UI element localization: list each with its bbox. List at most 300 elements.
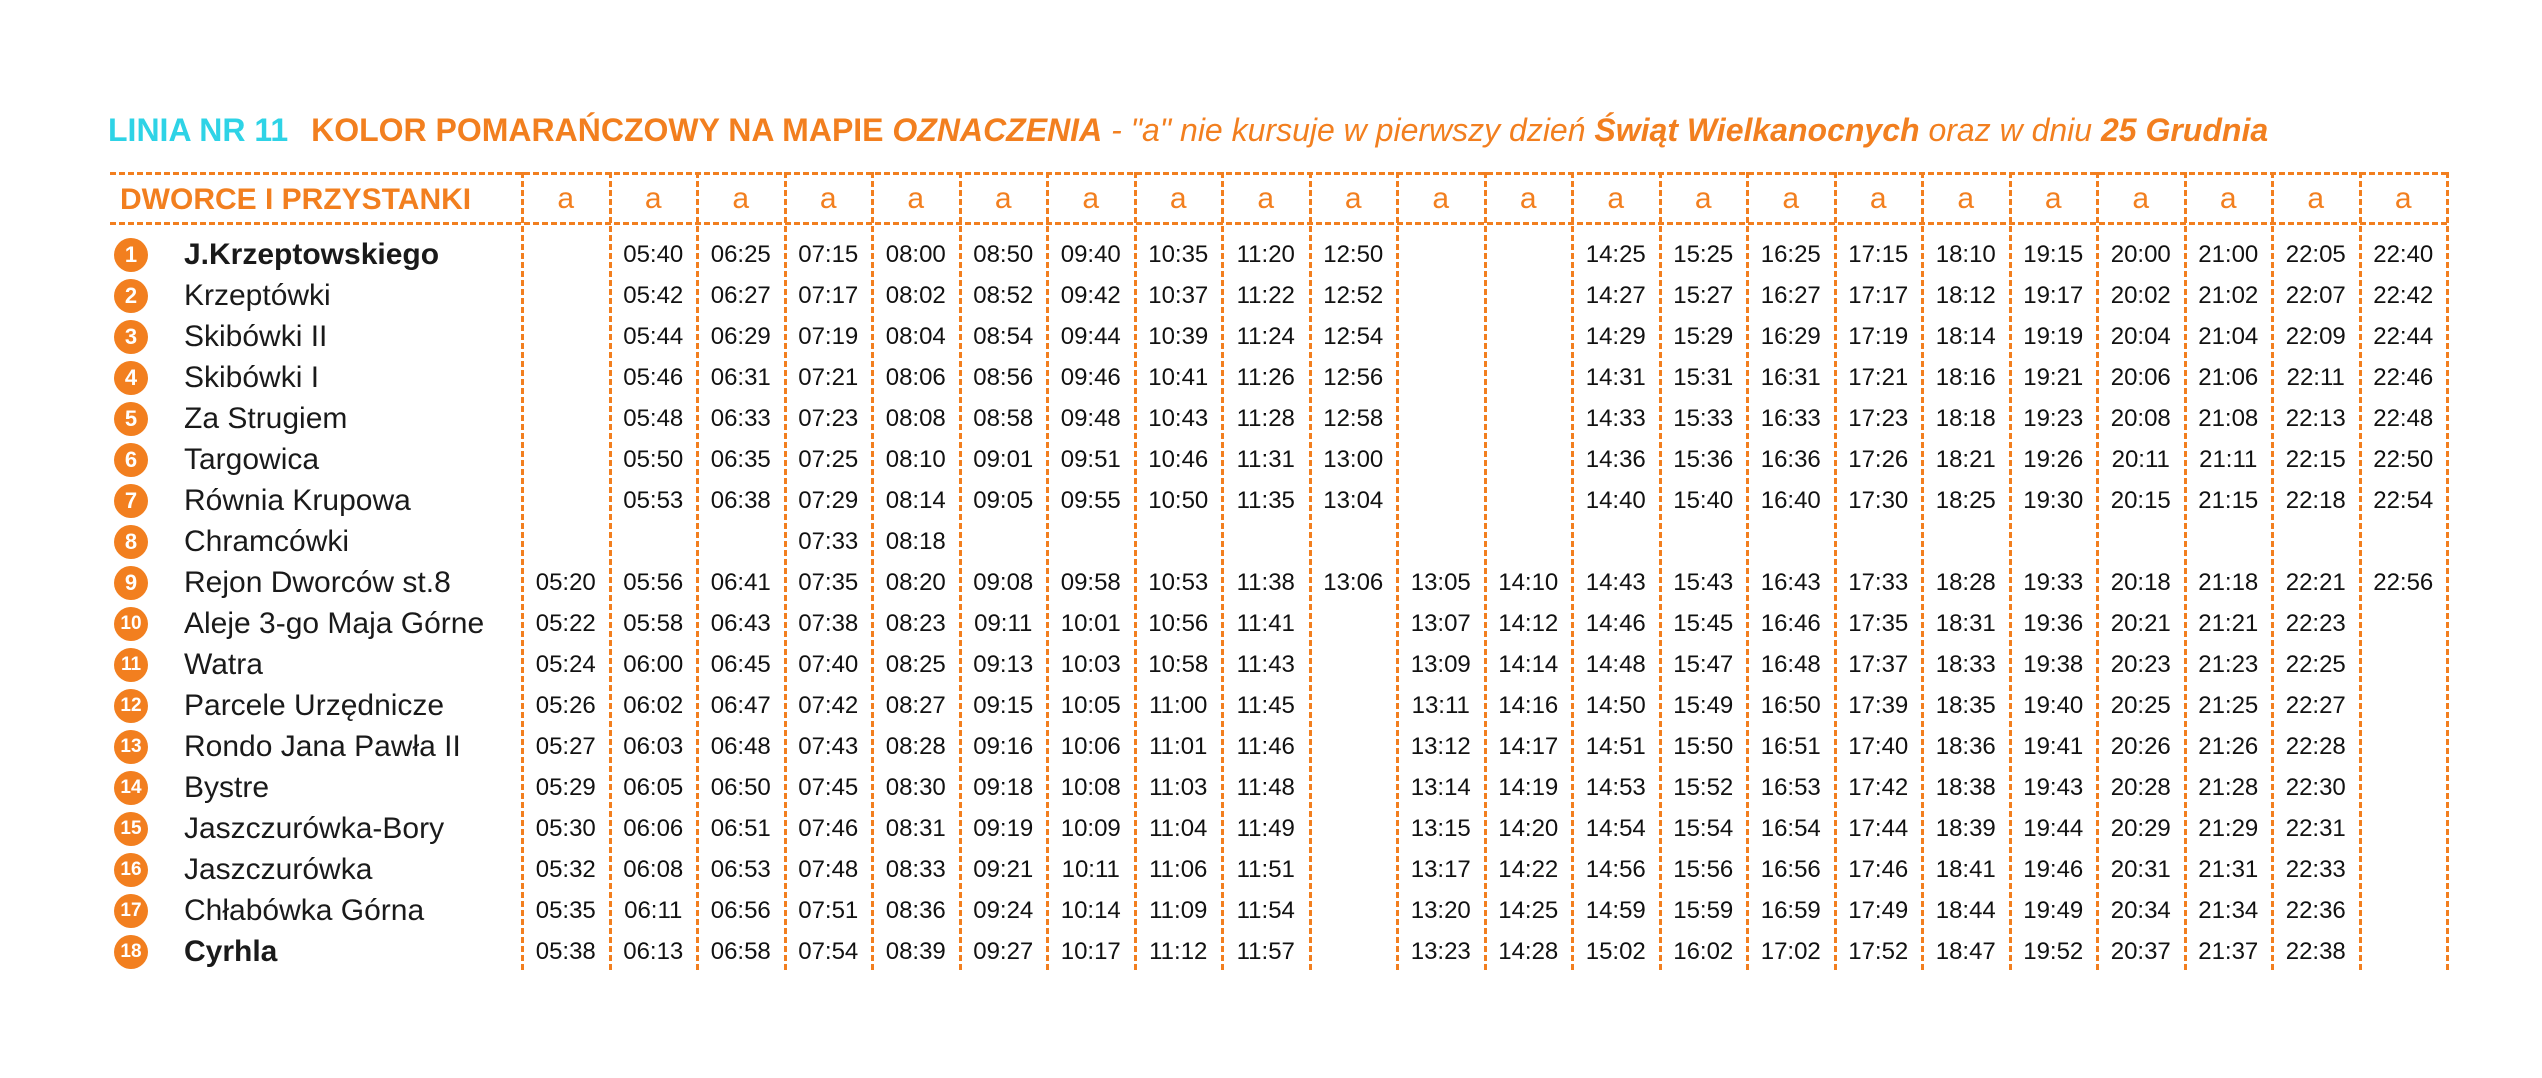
departure-time: 22:28 [2285,733,2346,760]
departure-time: 09:11 [974,610,1033,637]
departure-time [1310,685,1398,726]
departure-time [1485,521,1573,562]
departure-time: 15:54 [1673,815,1734,842]
departure-time: 08:23 [885,610,946,637]
departure-time [1310,890,1398,931]
departure-time [522,357,610,398]
departure-time [1397,234,1485,275]
departure-time: 22:30 [2285,774,2346,801]
departure-time: 20:29 [2110,815,2171,842]
departure-time: 11:24 [1236,323,1295,350]
departure-time [2360,890,2448,931]
departure-time: 13:17 [1410,856,1471,883]
stop-number-badge: 3 [114,320,148,354]
departure-time: 10:14 [1060,897,1121,924]
departure-time: 14:48 [1585,651,1646,678]
departure-time: 14:51 [1585,733,1646,760]
departure-time: 12:56 [1323,364,1384,391]
departure-time: 10:35 [1148,241,1209,268]
departure-time: 20:23 [2110,651,2171,678]
departure-time: 06:33 [710,405,771,432]
departure-time [2360,767,2448,808]
departure-time: 21:26 [2198,733,2259,760]
departure-time: 05:53 [623,487,684,514]
departure-time [1397,357,1485,398]
departure-time: 22:54 [2373,487,2434,514]
departure-time: 22:33 [2285,856,2346,883]
departure-time [1222,521,1310,562]
departure-time: 10:06 [1060,733,1121,760]
departure-time: 07:42 [798,692,859,719]
departure-time [1310,644,1398,685]
departure-time: 16:27 [1760,282,1821,309]
departure-time: 16:25 [1760,241,1821,268]
departure-time: 22:46 [2373,364,2434,391]
departure-time: 15:02 [1585,938,1646,965]
departure-time: 11:41 [1236,610,1295,637]
departure-time: 14:54 [1585,815,1646,842]
departure-time: 14:27 [1585,282,1646,309]
departure-time: 06:56 [710,897,771,924]
stop-number-badge: 10 [114,607,148,641]
stop-row [110,480,2447,521]
departure-time: 06:48 [710,733,771,760]
departure-time: 06:27 [710,282,771,309]
stop-name: Jaszczurówka-Bory [184,812,445,845]
departure-time: 11:20 [1236,241,1295,268]
departure-time: 14:12 [1498,610,1559,637]
departure-time [610,521,698,562]
departure-time: 18:38 [1935,774,1996,801]
departure-time: 19:49 [2023,897,2084,924]
departure-time [1485,439,1573,480]
departure-time: 17:44 [1848,815,1909,842]
departure-time: 11:54 [1236,897,1295,924]
departure-time [2360,849,2448,890]
departure-time: 16:51 [1760,733,1821,760]
departure-time [2360,685,2448,726]
stop-name: Bystre [184,771,270,804]
departure-time: 06:38 [710,487,771,514]
departure-time: 13:23 [1410,938,1471,965]
departure-time: 13:11 [1411,692,1470,719]
departure-time: 07:54 [798,938,859,965]
departure-time: 20:08 [2110,405,2171,432]
departure-time: 06:25 [710,241,771,268]
departure-time [1397,439,1485,480]
departure-time [1835,521,1923,562]
departure-time: 05:48 [623,405,684,432]
departure-time: 22:15 [2285,446,2346,473]
stop-number-badge: 1 [114,238,148,272]
departure-time: 18:47 [1935,938,1996,965]
departure-time: 18:18 [1935,405,1996,432]
departure-time: 17:17 [1848,282,1909,309]
departure-time: 15:50 [1673,733,1734,760]
departure-time [1485,275,1573,316]
departure-time: 18:44 [1935,897,1996,924]
departure-time: 16:36 [1760,446,1821,473]
departure-time: 13:09 [1410,651,1471,678]
stop-number-badge: 14 [114,771,148,805]
departure-time: 12:50 [1323,241,1384,268]
departure-time: 14:33 [1585,405,1646,432]
stop-number-badge: 7 [114,484,148,518]
departure-time: 19:17 [2023,282,2084,309]
departure-time [1397,521,1485,562]
stop-row [110,890,2447,931]
departure-time: 12:54 [1323,323,1384,350]
departure-time: 14:40 [1585,487,1646,514]
departure-time: 18:21 [1935,446,1996,473]
departure-time [1310,726,1398,767]
departure-time: 13:15 [1410,815,1471,842]
departure-time [1135,521,1223,562]
departure-time: 05:56 [623,569,684,596]
departure-time: 09:05 [973,487,1034,514]
departure-time: 05:32 [535,856,596,883]
departure-time: 09:24 [973,897,1034,924]
departure-time: 09:44 [1060,323,1121,350]
departure-time: 09:27 [973,938,1034,965]
departure-time: 17:46 [1848,856,1909,883]
departure-time: 19:15 [2023,241,2084,268]
departure-time: 10:46 [1148,446,1209,473]
departure-time: 05:27 [535,733,596,760]
departure-time [522,521,610,562]
departure-time: 20:00 [2110,241,2171,268]
stop-name: Chramcówki [184,525,350,558]
departure-time: 08:39 [885,938,946,965]
course-mark-header: a [1694,182,1712,215]
legend-date: 25 Grudnia [2100,112,2269,148]
departure-time: 22:48 [2373,405,2434,432]
departure-time: 11:01 [1149,733,1208,760]
departure-time: 20:37 [2110,938,2171,965]
stop-number-badge: 5 [114,402,148,436]
departure-time: 18:16 [1935,364,1996,391]
departure-time: 07:25 [798,446,859,473]
departure-time: 06:29 [710,323,771,350]
departure-time: 08:56 [973,364,1034,391]
stop-name: J.Krzeptowskiego [184,238,440,271]
departure-time: 11:35 [1236,487,1295,514]
departure-time: 22:23 [2285,610,2346,637]
departure-time: 17:02 [1760,938,1821,965]
stop-number-badge: 12 [114,689,148,723]
departure-time: 06:53 [710,856,771,883]
departure-time: 11:03 [1149,774,1208,801]
departure-time: 11:04 [1149,815,1208,842]
departure-time: 15:47 [1673,651,1734,678]
stop-row [110,234,2447,275]
departure-time: 10:08 [1060,774,1121,801]
departure-time: 05:22 [535,610,596,637]
departure-time [1485,234,1573,275]
departure-time: 09:21 [973,856,1034,883]
departure-time: 14:19 [1498,774,1559,801]
departure-time: 18:39 [1935,815,1996,842]
departure-time: 17:33 [1848,569,1909,596]
departure-time: 09:46 [1060,364,1121,391]
stop-name: Watra [184,648,263,681]
departure-time: 20:02 [2110,282,2171,309]
departure-time: 07:21 [798,364,859,391]
departure-time: 15:52 [1673,774,1734,801]
departure-time: 07:51 [798,897,859,924]
departure-time: 22:40 [2373,241,2434,268]
departure-time [1047,521,1135,562]
stop-number-badge: 17 [114,894,148,928]
departure-time: 22:21 [2285,569,2346,596]
departure-time: 07:46 [798,815,859,842]
stop-name: Skibówki I [184,361,320,394]
departure-time: 16:46 [1760,610,1821,637]
departure-time [1397,398,1485,439]
departure-time: 10:50 [1148,487,1209,514]
departure-time [1397,316,1485,357]
departure-time: 17:30 [1848,487,1909,514]
stop-number-badge: 4 [114,361,148,395]
stop-name: Cyrhla [184,935,278,968]
stop-name: Skibówki II [184,320,328,353]
departure-time: 09:55 [1060,487,1121,514]
departure-time: 20:04 [2110,323,2171,350]
departure-time: 09:42 [1060,282,1121,309]
departure-time: 08:04 [885,323,946,350]
departure-time: 21:18 [2198,569,2259,596]
departure-time: 07:40 [798,651,859,678]
stop-name: Targowica [184,443,320,476]
course-mark-header: a [819,182,837,215]
departure-time: 08:54 [973,323,1034,350]
stop-number-badge: 18 [114,935,148,969]
departure-time: 06:50 [710,774,771,801]
departure-time: 18:14 [1935,323,1996,350]
departure-time: 21:15 [2198,487,2259,514]
departure-time [1310,808,1398,849]
departure-time: 11:43 [1236,651,1295,678]
course-mark-header: a [1344,182,1362,215]
departure-time: 08:00 [885,241,946,268]
departure-time: 16:29 [1760,323,1821,350]
departure-time [1485,398,1573,439]
legend-note-mid: oraz w dniu [1919,112,2101,148]
course-mark-header: a [1957,182,1975,215]
departure-time: 22:44 [2373,323,2434,350]
departure-time: 20:15 [2110,487,2171,514]
departure-time [522,316,610,357]
stop-row [110,357,2447,398]
departure-time: 22:27 [2285,692,2346,719]
departure-time: 15:49 [1673,692,1734,719]
departure-time: 17:49 [1848,897,1909,924]
departure-time: 22:07 [2285,282,2346,309]
departure-time: 06:13 [623,938,684,965]
stop-row [110,849,2447,890]
departure-time [697,521,785,562]
departure-time: 19:41 [2023,733,2084,760]
departure-time: 09:58 [1060,569,1121,596]
departure-time: 11:22 [1236,282,1295,309]
departure-time: 14:29 [1585,323,1646,350]
departure-time: 10:41 [1148,364,1209,391]
departure-time: 12:58 [1323,405,1384,432]
departure-time: 08:28 [885,733,946,760]
departure-time: 18:25 [1935,487,1996,514]
departure-time: 21:04 [2198,323,2259,350]
departure-time: 22:11 [2286,364,2345,391]
departure-time: 15:45 [1673,610,1734,637]
departure-time: 14:22 [1498,856,1559,883]
departure-time: 19:40 [2023,692,2084,719]
departure-time [1572,521,1660,562]
departure-time: 11:48 [1236,774,1295,801]
departure-time [1660,521,1748,562]
departure-time [1310,603,1398,644]
departure-time: 09:40 [1060,241,1121,268]
departure-time: 09:13 [973,651,1034,678]
stop-row [110,808,2447,849]
departure-time: 07:35 [798,569,859,596]
departure-time: 21:06 [2198,364,2259,391]
departure-time: 10:56 [1148,610,1209,637]
departure-time: 10:03 [1060,651,1121,678]
departure-time: 06:43 [710,610,771,637]
course-mark-header: a [2394,182,2412,215]
departure-time: 11:51 [1236,856,1295,883]
departure-time [1485,316,1573,357]
departure-time: 21:00 [2198,241,2259,268]
stop-number-badge: 8 [114,525,148,559]
departure-time: 07:38 [798,610,859,637]
stop-row [110,644,2447,685]
course-mark-header: a [1607,182,1625,215]
departure-time [522,275,610,316]
course-mark-header: a [732,182,750,215]
stop-row [110,931,2447,972]
departure-time: 13:00 [1323,446,1384,473]
departure-time: 09:15 [973,692,1034,719]
departure-time: 19:26 [2023,446,2084,473]
departure-time: 07:17 [798,282,859,309]
departure-time: 06:00 [623,651,684,678]
departure-time: 05:26 [535,692,596,719]
departure-time: 06:58 [710,938,771,965]
departure-time: 08:33 [885,856,946,883]
departure-time: 17:26 [1848,446,1909,473]
departure-time: 05:42 [623,282,684,309]
departure-time [1485,480,1573,521]
stop-number-badge: 13 [114,730,148,764]
departure-time: 10:01 [1060,610,1121,637]
departure-time: 18:41 [1935,856,1996,883]
departure-time: 13:20 [1410,897,1471,924]
departure-time: 08:50 [973,241,1034,268]
stop-name: Równia Krupowa [184,484,411,517]
departure-time: 05:40 [623,241,684,268]
departure-time: 18:10 [1935,241,1996,268]
departure-time: 06:06 [623,815,684,842]
departure-time: 07:33 [798,528,859,555]
departure-time: 16:33 [1760,405,1821,432]
departure-time: 08:02 [885,282,946,309]
departure-time: 17:42 [1848,774,1909,801]
stop-name: Krzeptówki [184,279,331,312]
stop-row [110,275,2447,316]
stop-name: Za Strugiem [184,402,348,435]
departure-time: 22:56 [2373,569,2434,596]
departure-time: 17:21 [1848,364,1909,391]
departure-time: 08:25 [885,651,946,678]
stop-row [110,603,2447,644]
stop-number-badge: 15 [114,812,148,846]
stop-row [110,562,2447,603]
departure-time: 14:53 [1585,774,1646,801]
departure-time: 21:23 [2198,651,2259,678]
departure-time: 07:19 [798,323,859,350]
departure-time: 11:26 [1236,364,1295,391]
departure-time: 10:05 [1060,692,1121,719]
departure-time: 21:11 [2199,446,2258,473]
departure-time: 18:36 [1935,733,1996,760]
departure-time: 07:23 [798,405,859,432]
departure-time: 11:06 [1149,856,1208,883]
departure-time: 14:25 [1585,241,1646,268]
departure-time: 19:23 [2023,405,2084,432]
departure-time: 11:57 [1236,938,1295,965]
departure-time: 21:29 [2198,815,2259,842]
departure-time: 16:56 [1760,856,1821,883]
departure-time: 17:15 [1848,241,1909,268]
departure-time: 20:34 [2110,897,2171,924]
departure-time: 17:23 [1848,405,1909,432]
departure-time: 07:45 [798,774,859,801]
stop-row [110,726,2447,767]
departure-time [1310,849,1398,890]
departure-time [1397,275,1485,316]
departure-time: 05:38 [535,938,596,965]
course-mark-header: a [907,182,925,215]
departure-time: 22:18 [2285,487,2346,514]
departure-time: 21:08 [2198,405,2259,432]
course-mark-header: a [557,182,575,215]
course-mark-header: a [1082,182,1100,215]
departure-time [1310,931,1398,972]
departure-time: 19:44 [2023,815,2084,842]
departure-time: 18:35 [1935,692,1996,719]
departure-time: 10:09 [1060,815,1121,842]
departure-time [2360,931,2448,972]
departure-time [1485,357,1573,398]
departure-time: 20:21 [2110,610,2171,637]
departure-time: 05:58 [623,610,684,637]
departure-time: 17:52 [1848,938,1909,965]
departure-time [522,439,610,480]
stop-name: Rondo Jana Pawła II [184,730,461,763]
departure-time: 22:42 [2373,282,2434,309]
stop-number-badge: 6 [114,443,148,477]
departure-time: 10:39 [1148,323,1209,350]
departure-time: 17:35 [1848,610,1909,637]
departure-time: 13:07 [1410,610,1471,637]
departure-time: 15:25 [1673,241,1734,268]
departure-time: 09:19 [973,815,1034,842]
departure-time: 22:13 [2285,405,2346,432]
departure-time: 11:28 [1236,405,1295,432]
stop-number-badge: 9 [114,566,148,600]
departure-time: 07:29 [798,487,859,514]
